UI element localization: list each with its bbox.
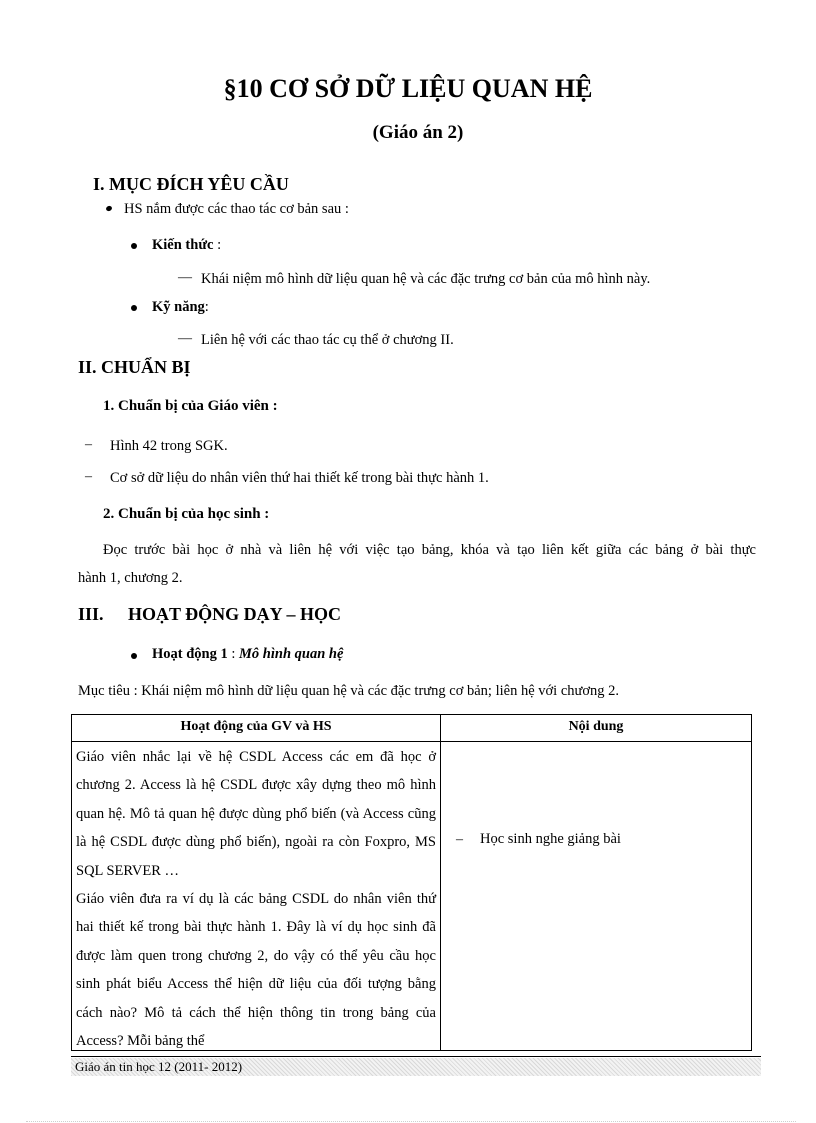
activity-line bbox=[152, 646, 343, 663]
page-bottom-divider bbox=[26, 1121, 796, 1122]
teacher-prep-heading: 1. Chuẩn bị của Giáo viên : bbox=[103, 398, 278, 414]
section-1-heading: I. MỤC ĐÍCH YÊU CẦU bbox=[93, 174, 289, 194]
bullet-icon bbox=[105, 205, 112, 212]
skills-label: Kỹ năng bbox=[152, 299, 205, 315]
teacher-item: Hình 42 trong SGK. bbox=[110, 438, 228, 454]
activity-sep: : bbox=[227, 646, 240, 662]
section-3-number: III. bbox=[78, 604, 104, 624]
footer-bar bbox=[71, 1058, 761, 1076]
student-prep-heading: 2. Chuẩn bị của học sinh : bbox=[103, 506, 270, 522]
activity-paragraph-1: Giáo viên nhắc lại về hệ CSDL Access các em đã học ở chương 2. Access là hệ CSDL được xây dựng theo mô hình quan hệ. Mô tả quan hệ được dùng phổ biến (và Access cũng là hệ CSDL được dùng phổ biến), ngoài ra còn Foxpro, MS SQL SERVER … bbox=[76, 749, 436, 879]
table-cell-activities bbox=[76, 743, 436, 1055]
knowledge-label: Kiến thức bbox=[152, 237, 214, 253]
student-prep-line-2: hành 1, chương 2. bbox=[78, 570, 183, 586]
dash-icon: — bbox=[178, 331, 192, 346]
bullet-icon bbox=[131, 243, 137, 249]
section-2-heading: II. CHUẨN BỊ bbox=[78, 357, 191, 377]
skills-item: Liên hệ với các thao tác cụ thể ở chương II. bbox=[201, 332, 454, 348]
dash-icon: – bbox=[85, 469, 92, 484]
bullet-icon bbox=[131, 653, 137, 659]
skills-suffix: : bbox=[204, 299, 209, 315]
bullet-icon bbox=[131, 305, 137, 311]
teacher-item: Cơ sở dữ liệu do nhân viên thứ hai thiết kế trong bài thực hành 1. bbox=[110, 470, 489, 486]
footer-text: Giáo án tin học 12 (2011- 2012) bbox=[75, 1059, 243, 1074]
knowledge-suffix: : bbox=[213, 237, 222, 253]
knowledge-item: Khái niệm mô hình dữ liệu quan hệ và các đặc trưng cơ bản của mô hình này. bbox=[201, 271, 651, 287]
activity-goal: Mục tiêu : Khái niệm mô hình dữ liệu quan hệ và các đặc trưng cơ bản; liên hệ với chương 2. bbox=[78, 683, 620, 699]
activity-name: Mô hình quan hệ bbox=[239, 646, 344, 662]
table-cell-content: Học sinh nghe giảng bài bbox=[480, 831, 621, 847]
knowledge-line bbox=[152, 237, 221, 254]
dash-icon: – bbox=[456, 832, 463, 847]
footer-divider bbox=[71, 1056, 761, 1057]
activity-table bbox=[71, 714, 752, 1051]
table-header-col2: Nội dung bbox=[568, 719, 624, 734]
table-header-divider bbox=[72, 741, 751, 742]
section-3-heading: HOẠT ĐỘNG DẠY – HỌC bbox=[128, 604, 342, 624]
activity-label: Hoạt động 1 bbox=[152, 646, 228, 662]
student-prep-line-1: Đọc trước bài học ở nhà và liên hệ với việc tạo bảng, khóa và tạo liên kết giữa các bảng ở bài thực bbox=[103, 542, 756, 558]
section-1-intro: HS nắm được các thao tác cơ bản sau : bbox=[124, 201, 349, 217]
page-subtitle: (Giáo án 2) bbox=[372, 122, 464, 143]
skills-line bbox=[152, 299, 209, 316]
page-title: §10 CƠ SỞ DỮ LIỆU QUAN HỆ bbox=[223, 74, 593, 103]
dash-icon: – bbox=[85, 437, 92, 452]
activity-paragraph-2: Giáo viên đưa ra ví dụ là các bảng CSDL do nhân viên thứ hai thiết kế trong bài thực hành 1. Đây là ví dụ học sinh đã được làm quen trong chương 2, do vậy có thể yêu cầu học sinh phát biểu Access thể hiện dữ liệu của đối tượng bằng cách nào? Mô tả cách thể hiện thông tin trong bảng của Access? Mỗi bảng thể bbox=[76, 891, 436, 1050]
table-column-divider bbox=[440, 715, 441, 1050]
table-header-col1: Hoạt động của GV và HS bbox=[180, 719, 332, 734]
dash-icon: — bbox=[178, 270, 192, 285]
